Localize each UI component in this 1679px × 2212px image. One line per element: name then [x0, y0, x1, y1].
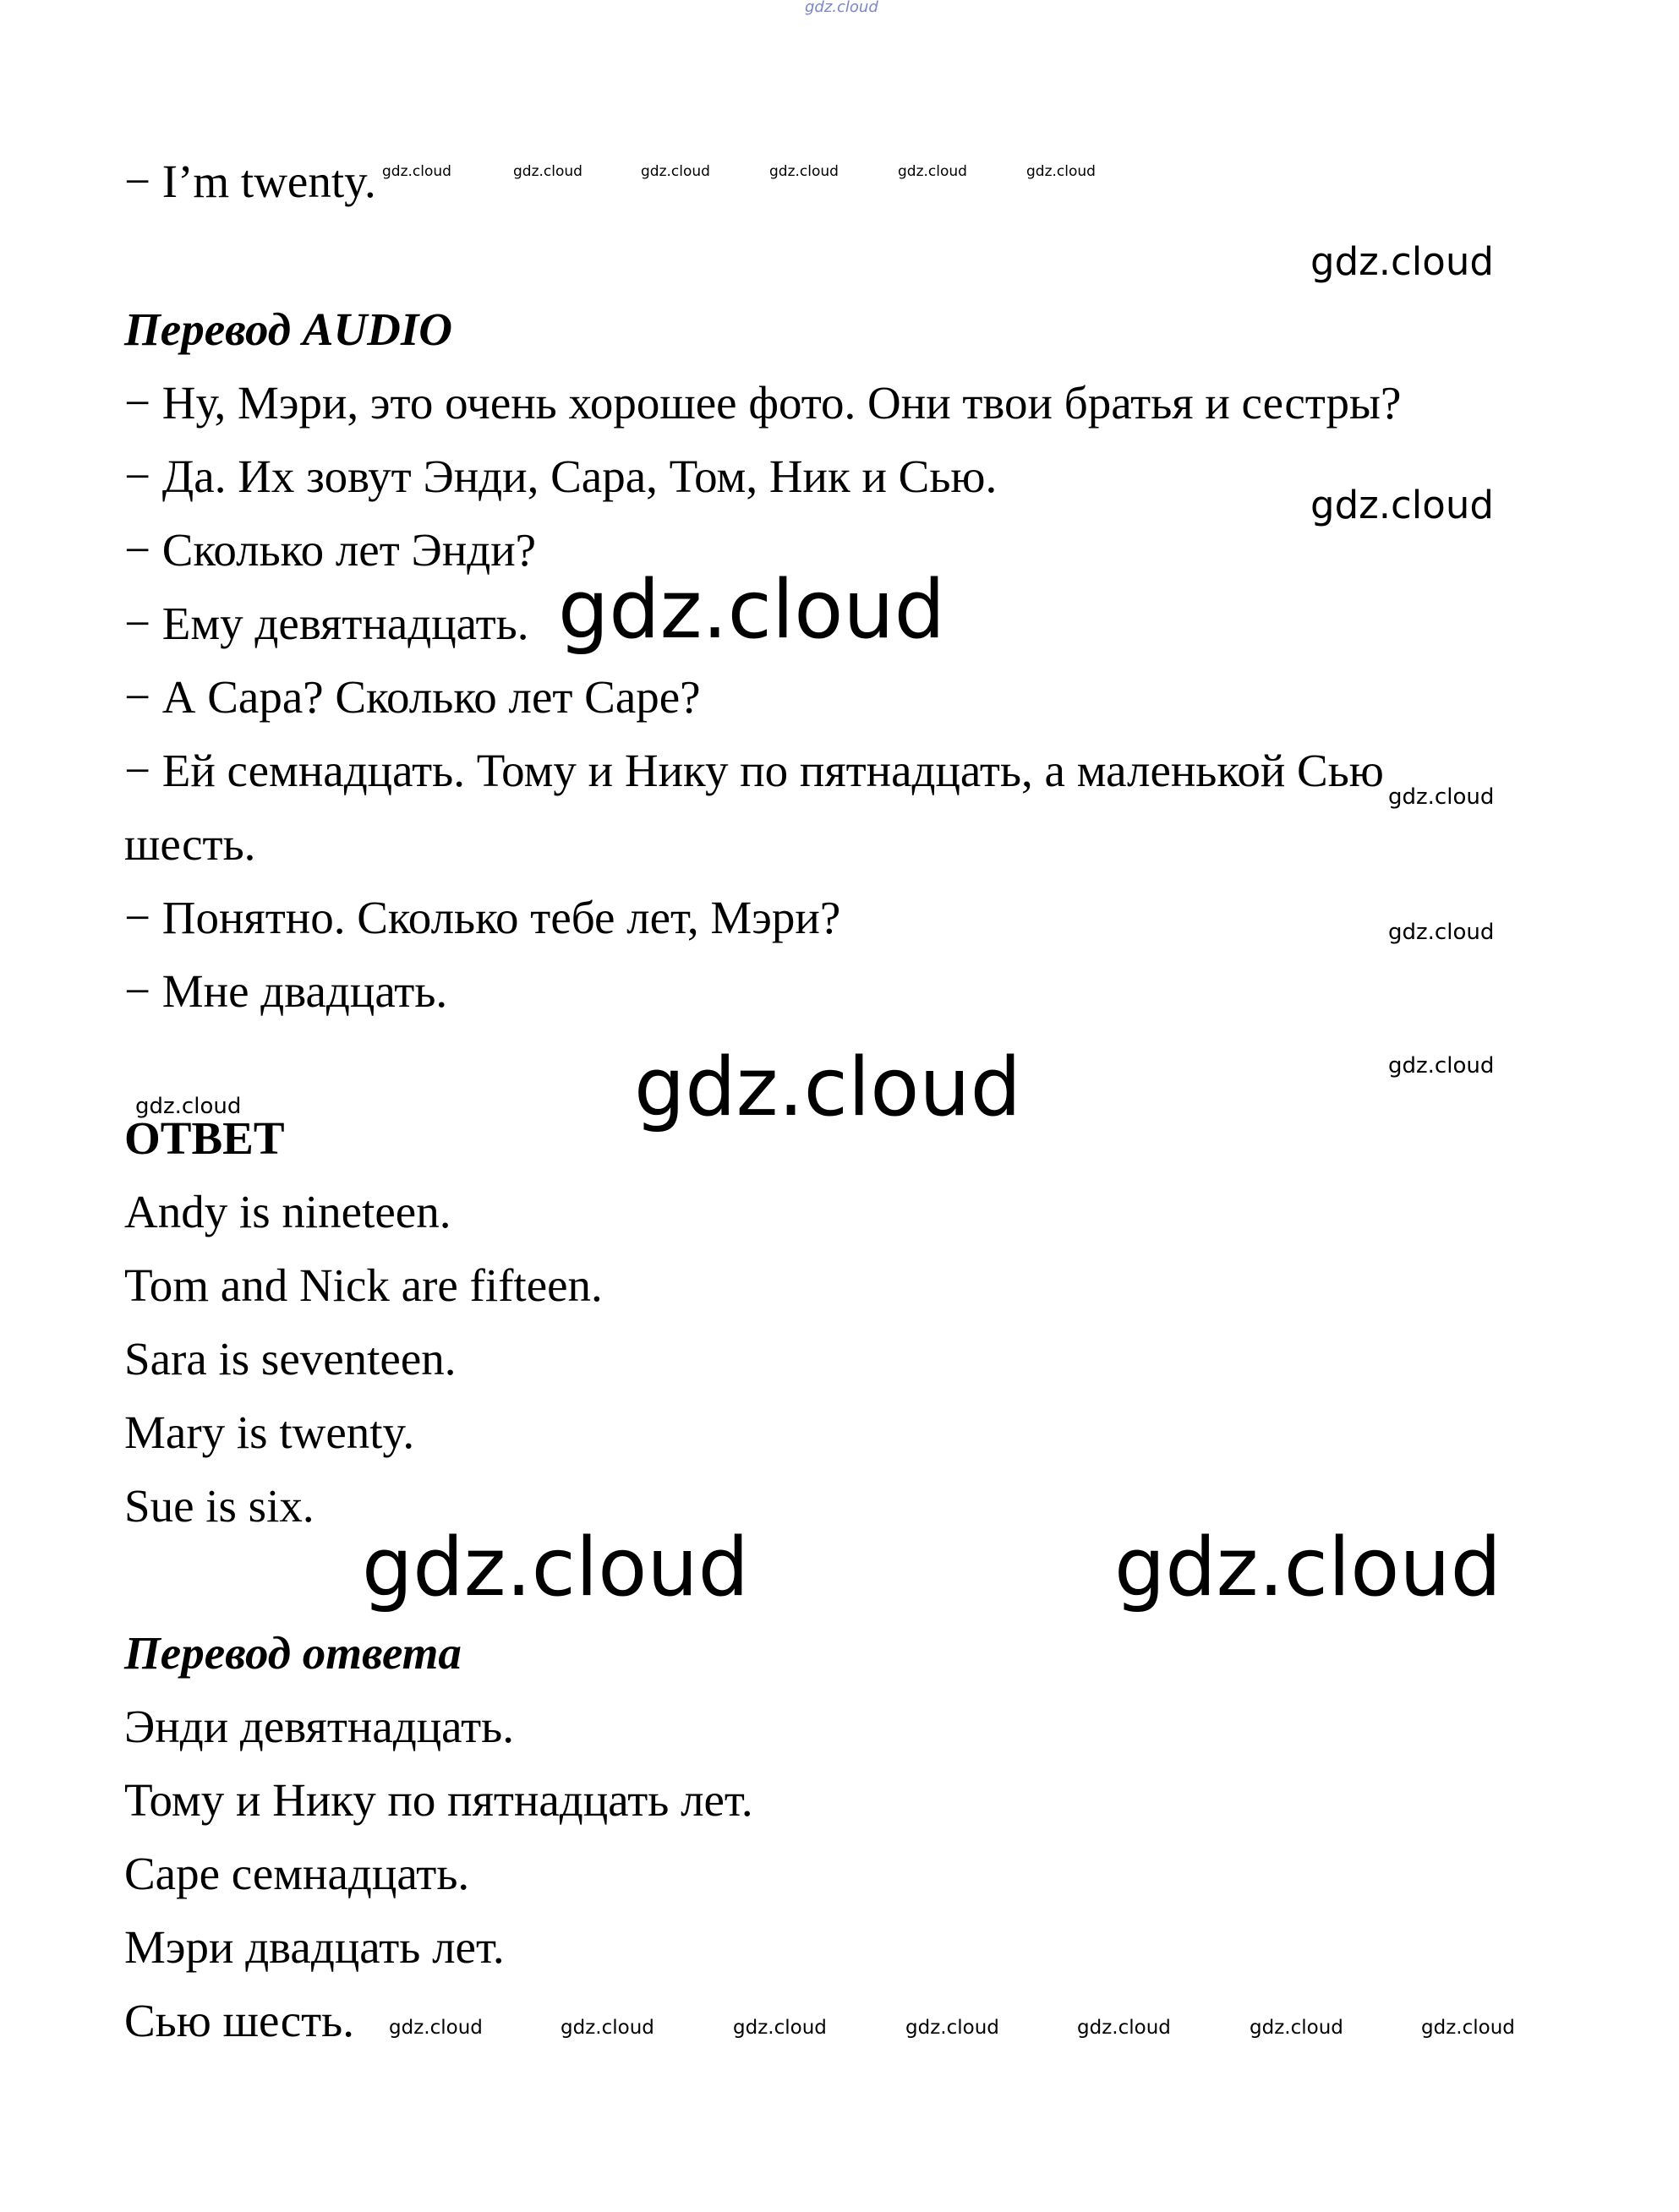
watermark: gdz.cloud: [898, 163, 967, 180]
audio-translation-line: − Ему девятнадцать.: [124, 598, 529, 649]
watermark: gdz.cloud: [1026, 163, 1096, 180]
audio-translation-line: − Ну, Мэри, это очень хорошее фото. Они твои братья и сестры?: [124, 377, 1402, 429]
audio-translation-line: − Понятно. Сколько тебе лет, Мэри?: [124, 892, 841, 943]
answer-translation-heading: Перевод ответа: [124, 1627, 462, 1679]
watermark: gdz.cloud: [769, 163, 839, 180]
watermark: gdz.cloud: [641, 163, 710, 180]
answer-translation-line: Тому и Нику по пятнадцать лет.: [124, 1774, 753, 1826]
watermark: gdz.cloud: [1250, 2017, 1343, 2039]
watermark: gdz.cloud: [1310, 483, 1494, 527]
watermark: gdz.cloud: [733, 2017, 827, 2039]
watermark: gdz.cloud: [1077, 2017, 1171, 2039]
answer-line: Tom and Nick are fifteen.: [124, 1259, 603, 1311]
audio-translation-heading: Перевод AUDIO: [124, 303, 453, 355]
watermark: gdz.cloud: [382, 163, 451, 180]
watermark: gdz.cloud: [362, 1521, 749, 1614]
watermark: gdz.cloud: [389, 2017, 483, 2039]
answer-translation-line: Энди девятнадцать.: [124, 1701, 515, 1752]
watermark: gdz.cloud: [1310, 239, 1494, 284]
watermark: gdz.cloud: [135, 1094, 242, 1119]
answer-line: Sara is seventeen.: [124, 1333, 457, 1385]
answer-line: Sue is six.: [124, 1480, 314, 1532]
watermark-top: gdz.cloud: [805, 0, 878, 16]
answer-translation-line: Сью шесть.: [124, 1995, 355, 2046]
answer-line: Mary is twenty.: [124, 1406, 415, 1458]
audio-translation-line: шесть.: [124, 818, 256, 870]
answer-line: Andy is nineteen.: [124, 1186, 451, 1237]
watermark: gdz.cloud: [1388, 1053, 1495, 1079]
dialogue-line: − I’m twenty.: [124, 156, 376, 207]
answer-translation-line: Саре семнадцать.: [124, 1848, 470, 1899]
watermark: gdz.cloud: [1421, 2017, 1515, 2039]
audio-translation-line: − Мне двадцать.: [124, 965, 448, 1017]
audio-translation-line: − А Сара? Сколько лет Саре?: [124, 671, 701, 723]
watermark: gdz.cloud: [1388, 784, 1495, 810]
watermark: gdz.cloud: [1114, 1521, 1501, 1614]
watermark: gdz.cloud: [634, 1041, 1021, 1134]
watermark: gdz.cloud: [513, 163, 582, 180]
audio-translation-line: − Ей семнадцать. Тому и Нику по пятнадцать, а маленькой Сью: [124, 745, 1384, 796]
answer-translation-line: Мэри двадцать лет.: [124, 1921, 505, 1973]
watermark: gdz.cloud: [905, 2017, 999, 2039]
audio-translation-line: − Да. Их зовут Энди, Сара, Том, Ник и Сью.: [124, 451, 998, 502]
watermark: gdz.cloud: [558, 564, 945, 657]
audio-translation-line: − Сколько лет Энди?: [124, 524, 537, 576]
watermark: gdz.cloud: [561, 2017, 654, 2039]
answer-heading: ОТВЕТ: [124, 1112, 285, 1164]
watermark: gdz.cloud: [1388, 920, 1495, 945]
